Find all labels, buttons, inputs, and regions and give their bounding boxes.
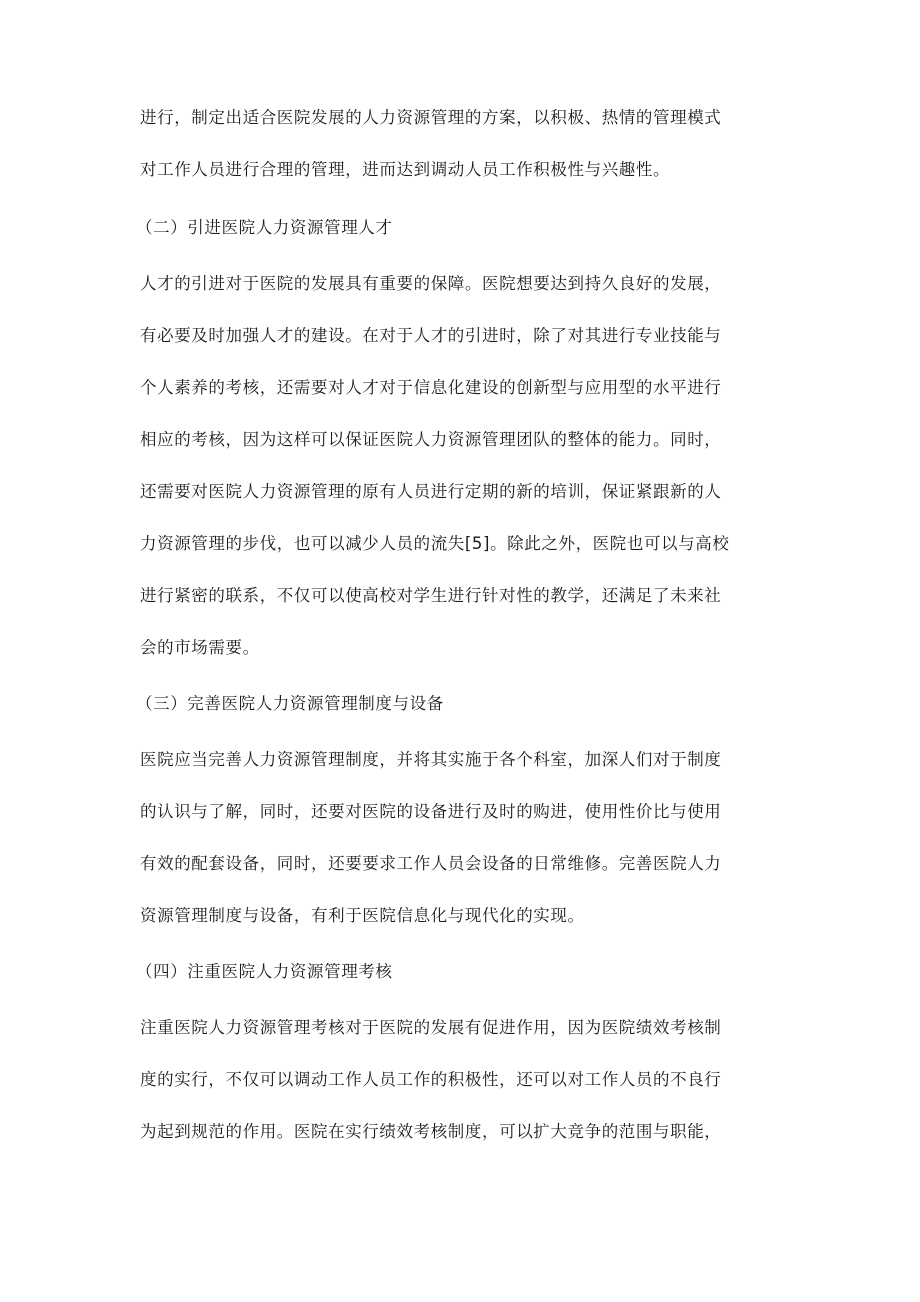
paragraph-line: 会的市场需要。 xyxy=(140,638,260,657)
paragraph-line: 医院应当完善人力资源管理制度，并将其实施于各个科室，加深人们对于制度 xyxy=(140,750,722,769)
paragraph-line: 力资源管理的步伐，也可以减少人员的流失[5]。除此之外，医院也可以与高校 xyxy=(140,534,730,553)
section-heading-4: （四）注重医院人力资源管理考核 xyxy=(136,962,393,981)
paragraph-line: 度的实行，不仅可以调动工作人员工作的积极性，还可以对工作人员的不良行 xyxy=(140,1070,722,1089)
paragraph-line: 有效的配套设备，同时，还要要求工作人员会设备的日常维修。完善医院人力 xyxy=(140,854,722,873)
paragraph-line: 个人素养的考核，还需要对人才对于信息化建设的创新型与应用型的水平进行 xyxy=(140,378,722,397)
paragraph-line: 资源管理制度与设备，有利于医院信息化与现代化的实现。 xyxy=(140,906,585,925)
paragraph-line: 进行，制定出适合医院发展的人力资源管理的方案，以积极、热情的管理模式 xyxy=(140,108,722,127)
paragraph-line: 有必要及时加强人才的建设。在对于人才的引进时，除了对其进行专业技能与 xyxy=(140,326,722,345)
paragraph-line: 相应的考核，因为这样可以保证医院人力资源管理团队的整体的能力。同时， xyxy=(140,430,722,449)
section-heading-2: （二）引进医院人力资源管理人才 xyxy=(136,218,393,237)
paragraph-line: 为起到规范的作用。医院在实行绩效考核制度，可以扩大竞争的范围与职能， xyxy=(140,1122,722,1141)
section-heading-3: （三）完善医院人力资源管理制度与设备 xyxy=(136,694,444,713)
paragraph-line: 还需要对医院人力资源管理的原有人员进行定期的新的培训，保证紧跟新的人 xyxy=(140,482,722,501)
paragraph-line: 人才的引进对于医院的发展具有重要的保障。医院想要达到持久良好的发展， xyxy=(140,274,722,293)
paragraph-line: 对工作人员进行合理的管理，进而达到调动人员工作积极性与兴趣性。 xyxy=(140,160,671,179)
paragraph-line: 注重医院人力资源管理考核对于医院的发展有促进作用，因为医院绩效考核制 xyxy=(140,1018,722,1037)
paragraph-line: 进行紧密的联系，不仅可以使高校对学生进行针对性的教学，还满足了未来社 xyxy=(140,586,722,605)
paragraph-line: 的认识与了解，同时，还要对医院的设备进行及时的购进，使用性价比与使用 xyxy=(140,802,722,821)
